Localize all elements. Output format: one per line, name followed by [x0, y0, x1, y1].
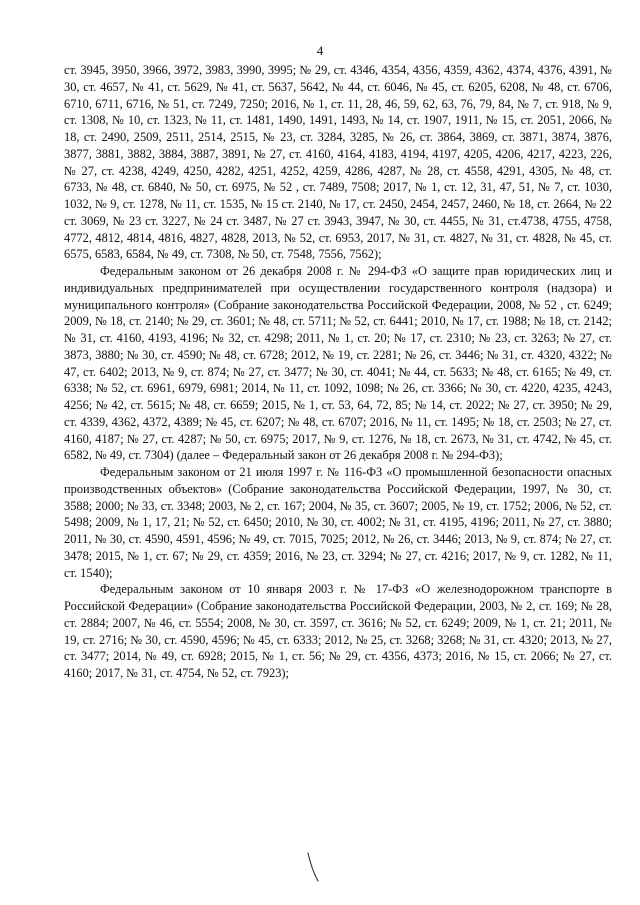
paragraph-law-294-fz: Федеральным законом от 26 декабря 2008 г. № 294-ФЗ «О защите прав юридических лиц и индивидуальных предпринимателей при осуществлении государственного контроля (надзора) и муниципального контроля» (Собрание законодательства Российской Федерации, 2008, № 52 , ст. 6249; 2009, № 18, ст. 2140; № 29, ст. 3601; № 48, ст. 5711; № 52, ст. 6441; 2010, № 17, ст. 1988; № 18, ст. 2142; № 31, ст. 4160, 4193, 4196; № 32, ст. 4298; 2011, № 1, ст. 20; № 17, ст. 2310; № 23, ст. 3263; № 27, ст. 3873, 3880; № 30, ст. 4590; № 48, ст. 6728; 2012, № 19, ст. 2281; № 26, ст. 3446; № 31, ст. 4320, 4322; № 47, ст. 6402; 2013, № 9, ст. 874; № 27, ст. 3477; № 30, ст. 4041; № 44, ст. 5633; № 48, ст. 6165; № 49, ст. 6338; № 52, ст. 6961, 6979, 6981; 2014, № 11, ст. 1092, 1098; № 26, ст. 3366; № 30, ст. 4220, 4235, 4243, 4256; № 42, ст. 5615; № 48, ст. 6659; 2015, № 1, ст. 53, 64, 72, 85; № 14, ст. 2022; № 27, ст. 3950; № 29, ст. 4339, 4362, 4372, 4389; № 45, ст. 6207; № 48, ст. 6707; 2016, № 11, ст. 1495; № 18, ст. 2503; № 27, ст. 4160, 4187; № 27, ст. 4287; № 50, ст. 6975; 2017, № 9, ст. 1276, № 18, ст. 2673, № 31, ст. 4742, № 45, ст. 6582, № 49, ст. 7304) (далее – Федеральный закон от 26 декабря 2008 г. № 294-ФЗ);: [64, 264, 612, 463]
document-body: [64, 62, 612, 682]
page-number: 4: [316, 43, 324, 58]
paragraph-continuation: ст. 3945, 3950, 3966, 3972, 3983, 3990, 3995; № 29, ст. 4346, 4354, 4356, 4359, 4362, 4374, 4376, 4391, № 30, ст. 4657, № 41, ст. 5629, № 41, ст. 5637, 5642, № 44, ст. 6046, № 45, ст. 6205, 6208, № 48, ст. 6706, 6710, 6711, 6716, № 51, ст. 7249, 7250; 2016, № 1, ст. 11, 28, 46, 59, 62, 63, 76, 79, 84, № 7, ст. 918, № 9, ст. 1308, № 10, ст. 1323, № 11, ст. 1481, 1490, 1491, 1493, № 14, ст. 1907, 1911, № 15, ст. 2051, 2066, № 18, ст. 2490, 2509, 2511, 2514, 2515, № 23, ст. 3284, 3285, № 26, ст. 3864, 3869, ст. 3871, 3874, 3876, 3877, 3881, 3882, 3884, 3887, 3891, № 27, ст. 4160, 4164, 4183, 4194, 4197, 4205, 4206, 4217, 4223, 226, № 27, ст. 4238, 4249, 4250, 4282, 4251, 4252, 4259, 4286, 4287, № 28, ст. 4558, 4291, 4305, № 48, ст. 6733, № 48, ст. 6840, № 50, ст. 6975, № 52 , ст. 7489, 7508; 2017, № 1, ст. 12, 31, 47, 51, № 7, ст. 1030, 1032, № 9, ст. 1278, № 11, ст. 1535, № 15 ст. 2140, № 17, ст. 2450, 2454, 2457, 2460, № 18, ст. 2664, № 22 ст. 3069, № 23 ст. 3227, № 24 ст. 3487, № 27 ст. 3943, 3947, № 30, ст. 4455, № 31, ст.4738, 4755, 4758, 4772, 4812, 4814, 4816, 4827, 4828, 2013, № 52, ст. 6953, 2017, № 31, ст. 4827, № 31, ст. 4828, № 45, ст. 6575, 6583, 6584, № 49, ст. 7308, № 50, ст. 7548, 7556, 7562);: [64, 63, 612, 262]
paragraph-law-17-fz: Федеральным законом от 10 января 2003 г. № 17-ФЗ «О железнодорожном транспорте в Российской Федерации» (Собрание законодательства Российской Федерации, 2003, № 2, ст. 169; № 28, ст. 2884; 2007, № 46, ст. 5554; 2008, № 30, ст. 3597, ст. 3616; № 52, ст. 6249; 2009, № 1, ст. 21; 2011, № 19, ст. 2716; № 30, ст. 4590, 4596; № 45, ст. 6333; 2012, № 25, ст. 3268; 3268; № 31, ст. 4320; 2013, № 27, ст. 3477; 2014, № 49, ст. 6928; 2015, № 1, ст. 56; № 29, ст. 4356, 4373; 2016, № 15, ст. 2066; № 27, ст. 4160; 2017, № 31, ст. 4754, № 52, ст. 7923);: [64, 582, 612, 680]
pen-stroke-mark: [306, 852, 320, 882]
paragraph-law-116-fz: Федеральным законом от 21 июля 1997 г. № 116-ФЗ «О промышленной безопасности опасных производственных объектов» (Собрание законодательства Российской Федерации, 1997, № 30, ст. 3588; 2000; № 33, ст. 3348; 2003, № 2, ст. 167; 2004, № 35, ст. 3607; 2005, № 19, ст. 1752; 2006, № 52, ст. 5498; 2009, № 1, 17, 21; № 52, ст. 6450; 2010, № 30, ст. 4002; № 31, ст. 4195, 4196; 2011, № 27, ст. 3880; 2011, № 30, ст. 4590, 4591, 4596; № 49, ст. 7015, 7025; 2012, № 26, ст. 3446; 2013, № 9, ст. 874; № 27, ст. 3478; 2015, № 1, ст. 67; № 29, ст. 4359; 2016, № 23, ст. 3294; № 27, ст. 4216; 2017, № 9, ст. 1282, № 11, ст. 1540);: [64, 465, 612, 580]
